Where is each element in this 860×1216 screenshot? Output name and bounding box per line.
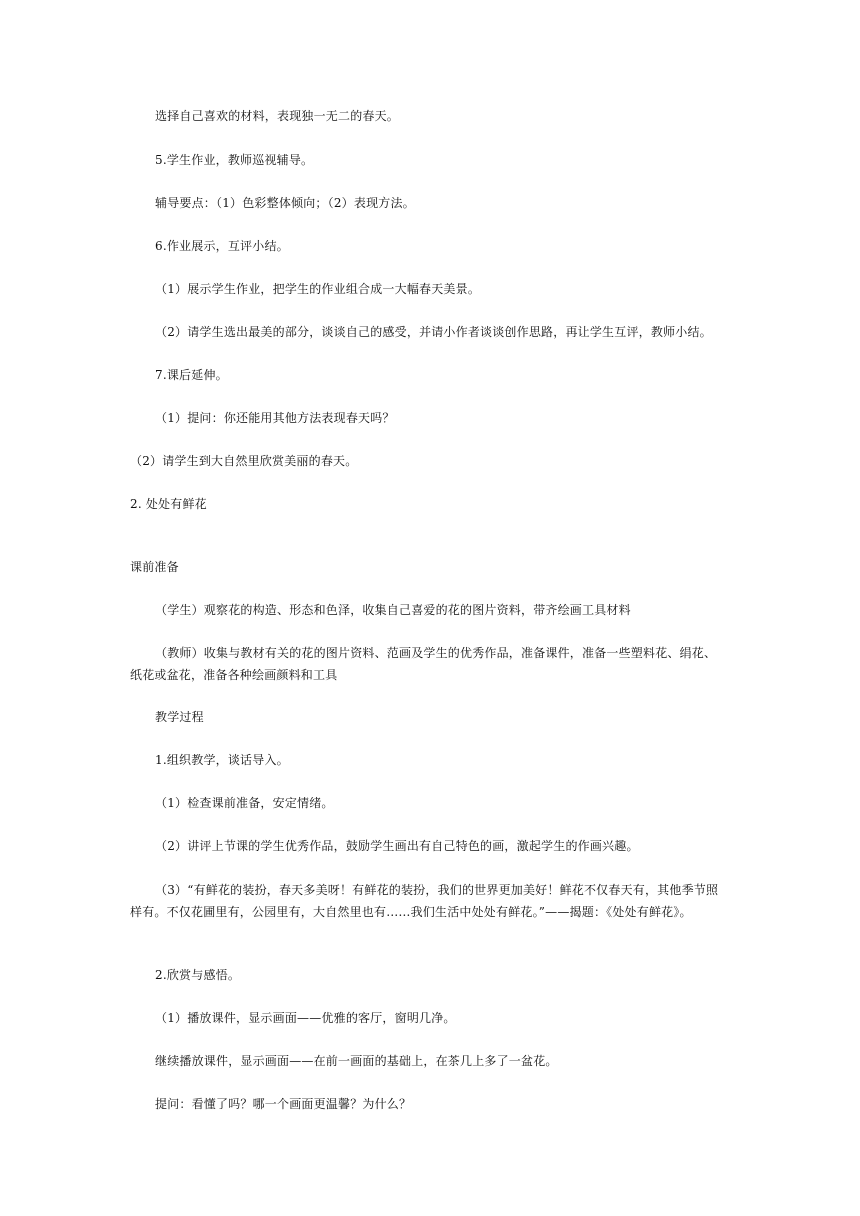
section-heading: 2. 处处有鲜花 [130, 497, 207, 511]
paragraph: 5.学生作业，教师巡视辅导。 [155, 153, 314, 167]
paragraph: 6.作业展示，互评小结。 [155, 239, 289, 253]
subheading: 课前准备 [130, 560, 179, 574]
paragraph: （学生）观察花的构造、形态和色泽，收集自己喜爱的花的图片资料，带齐绘画工具材料 [155, 603, 631, 617]
paragraph: 提问：看懂了吗？哪一个画面更温馨？为什么？ [155, 1097, 412, 1111]
paragraph: （2）请学生选出最美的部分，谈谈自己的感受，并请小作者谈谈创作思路，再让学生互评，教师小结。 [155, 325, 712, 339]
paragraph: 选择自己喜欢的材料，表现独一无二的春天。 [155, 109, 400, 123]
paragraph: （1）展示学生作业，把学生的作业组合成一大幅春天美景。 [155, 282, 481, 296]
paragraph: 辅导要点：（1）色彩整体倾向；（2）表现方法。 [155, 196, 415, 210]
paragraph: 7.课后延伸。 [155, 368, 228, 382]
paragraph: （教师）收集与教材有关的花的图片资料、范画及学生的优秀作品，准备课件，准备一些塑料花、绢花、纸花或盆花，准备各种绘画颜料和工具 [130, 646, 717, 682]
paragraph: （2）讲评上节课的学生优秀作品，鼓励学生画出有自己特色的画，激起学生的作画兴趣。 [155, 839, 639, 853]
paragraph: 1.组织教学，谈话导入。 [155, 753, 289, 767]
paragraph: （3）“有鲜花的装扮，春天多美呀！有鲜花的装扮，我们的世界更加美好！鲜花不仅春天有，其他季节照样有。不仅花圃里有，公园里有，大自然里也有……我们生活中处处有鲜花。”——揭题：《处处有鲜花》。 [130, 883, 719, 919]
paragraph: （1）检查课前准备，安定情绪。 [155, 796, 334, 810]
paragraph: 继续播放课件，显示画面——在前一画面的基础上，在茶几上多了一盆花。 [155, 1054, 558, 1068]
paragraph: 2.欣赏与感悟。 [155, 968, 241, 982]
subheading: 教学过程 [155, 710, 204, 724]
paragraph: （2）请学生到大自然里欣赏美丽的春天。 [130, 454, 358, 468]
paragraph: （1）提问：你还能用其他方法表现春天吗？ [155, 411, 395, 425]
paragraph: （1）播放课件，显示画面——优雅的客厅，窗明几净。 [155, 1011, 456, 1025]
